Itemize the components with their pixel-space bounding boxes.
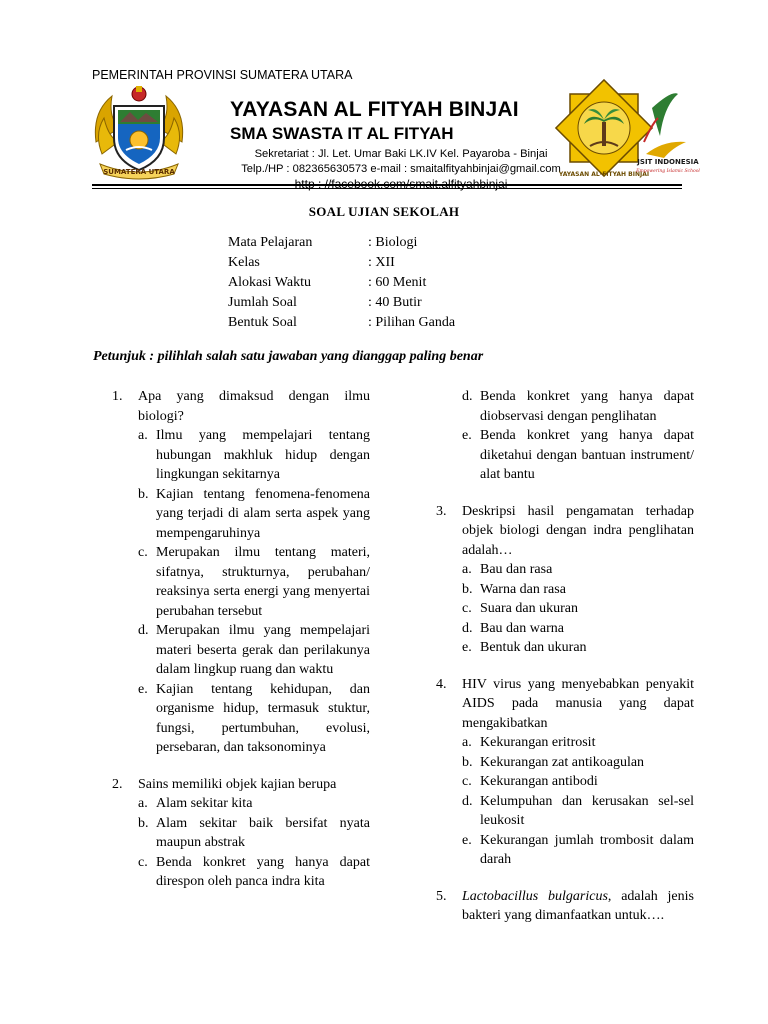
right-column <box>436 387 694 943</box>
option-text: Kekurangan eritrosit <box>480 735 596 750</box>
meta-key: Bentuk Soal <box>228 315 297 330</box>
option-letter: a. <box>138 796 148 811</box>
option-d <box>462 387 694 426</box>
option-text: Kajian tentang kehidupan, dan organisme hidup, termasuk stuktur, fungsi, pertumbuhan, evolusi, persebaran, dan taksonominya <box>156 681 370 755</box>
meta-value: : Pilihan Ganda <box>368 315 456 330</box>
question-text <box>462 887 694 926</box>
exam-meta-table <box>228 233 455 333</box>
option-a <box>462 733 694 753</box>
province-logo <box>90 84 188 180</box>
meta-key: Mata Pelajaran <box>228 235 313 250</box>
contact-line: Telp./HP : 082365630573 e-mail : smaitalfityahbinjai@gmail.com <box>241 163 561 175</box>
question-text: Deskripsi hasil pengamatan terhadap objek biologi dengan indra penglihatan adalah… <box>462 503 694 558</box>
option-text: Kekurangan jumlah trombosit dalam darah <box>480 832 694 867</box>
option-text: Bentuk dan ukuran <box>480 640 587 655</box>
meta-row-count <box>228 293 455 313</box>
option-e <box>462 831 694 870</box>
option-letter: d. <box>462 793 473 809</box>
meta-row-time <box>228 273 455 293</box>
option-letter: a. <box>462 562 472 577</box>
option-letter: c. <box>138 854 148 870</box>
option-text: Merupakan ilmu tentang materi, sifatnya, strukturnya, perubahan/ reaksinya serta energi yang menyertai perubahan tersebut <box>156 545 370 619</box>
species-name: Lactobacillus bulgaricus <box>462 888 608 904</box>
question-number: 5. <box>436 888 447 904</box>
meta-key: Jumlah Soal <box>228 295 297 310</box>
option-letter: d. <box>462 389 473 404</box>
option-text: Alam sekitar kita <box>156 796 253 811</box>
option-letter: e. <box>462 640 472 655</box>
option-text: Kekurangan antibodi <box>480 774 598 789</box>
province-logo-text: SUMATERA UTARA <box>103 168 175 176</box>
option-text: Ilmu yang mempelajari tentang hubungan makhluk hidup dengan lingkungan sekitarnya <box>156 428 370 482</box>
question-5 <box>436 887 694 926</box>
option-d <box>138 621 370 680</box>
meta-row-subject <box>228 233 455 253</box>
option-text: Kekurangan zat antikoagulan <box>480 754 645 770</box>
option-text: Benda konkret yang hanya dapat diobservasi dengan penglihatan <box>480 389 694 424</box>
option-b <box>138 485 370 544</box>
option-letter: c. <box>462 601 472 616</box>
option-text: Kelumpuhan dan kerusakan sel-sel leukosit <box>480 793 694 828</box>
option-letter: b. <box>138 486 149 502</box>
option-letter: b. <box>138 815 149 831</box>
foundation-logo-text: YAYASAN AL-FITYAH BINJAI <box>558 171 650 178</box>
option-c <box>462 599 694 619</box>
option-e <box>462 426 694 485</box>
header-divider <box>92 184 682 186</box>
option-text: Benda konkret yang hanya dapat diketahui dengan bantuan instrument/ alat bantu <box>480 428 694 482</box>
question-4 <box>436 675 694 870</box>
option-text: Alam sekitar baik bersifat nyata maupun abstrak <box>156 815 370 850</box>
question-2-continued <box>462 387 694 485</box>
province-header: PEMERINTAH PROVINSI SUMATERA UTARA <box>92 68 353 82</box>
meta-value: : 60 Menit <box>368 275 427 290</box>
left-column <box>112 387 370 909</box>
option-text: Kajian tentang fenomena-fenomena yang terjadi di alam serta aspek yang mempengaruhinya <box>156 486 370 541</box>
option-b <box>462 580 694 600</box>
question-2 <box>112 775 370 892</box>
option-text: Benda konkret yang hanya dapat direspon oleh panca indra kita <box>156 854 370 889</box>
address-line: Sekretariat : Jl. Let. Umar Baki LK.IV Kel. Payaroba - Binjai <box>254 148 548 160</box>
question-number: 1. <box>112 389 123 404</box>
option-letter: e. <box>462 832 472 848</box>
meta-key: Kelas <box>228 255 260 270</box>
school-name: SMA SWASTA IT AL FITYAH <box>230 124 454 143</box>
question-text: HIV virus yang menyebabkan penyakit AIDS pada manusia yang dapat mengakibatkan <box>462 676 694 731</box>
question-number: 4. <box>436 676 447 692</box>
jsit-brand-text: JSIT INDONESIA <box>637 158 699 166</box>
option-letter: b. <box>462 581 473 597</box>
option-letter: d. <box>138 623 149 638</box>
header-divider-thin <box>92 188 682 189</box>
option-letter: c. <box>138 545 148 560</box>
option-a <box>138 426 370 485</box>
meta-value: : 40 Butir <box>368 295 422 310</box>
question-text: Apa yang dimaksud dengan ilmu biologi? <box>138 389 370 424</box>
question-text-rest: , adalah jenis bakteri yang dimanfaatkan untuk…. <box>462 888 694 923</box>
question-text: Sains memiliki objek kajian berupa <box>138 776 337 792</box>
option-letter: a. <box>138 428 148 443</box>
option-b <box>462 753 694 773</box>
option-c <box>138 853 370 892</box>
option-letter: d. <box>462 620 473 636</box>
foundation-logo <box>558 84 700 180</box>
option-a <box>138 794 370 814</box>
jsit-tagline-text: Empowering Islamic School <box>636 169 700 174</box>
question-number: 2. <box>112 776 123 792</box>
option-b <box>138 814 370 853</box>
question-number: 3. <box>436 503 447 519</box>
meta-value: : XII <box>368 255 395 270</box>
option-letter: a. <box>462 735 472 750</box>
option-d <box>462 619 694 639</box>
option-letter: e. <box>138 681 148 697</box>
option-text: Bau dan warna <box>480 620 564 636</box>
option-d <box>462 792 694 831</box>
meta-value: : Biologi <box>368 235 418 250</box>
option-c <box>138 543 370 621</box>
option-text: Warna dan rasa <box>480 581 566 597</box>
option-e <box>462 638 694 658</box>
question-1 <box>112 387 370 758</box>
exam-instruction: Petunjuk : pilihlah salah satu jawaban yang dianggap paling benar <box>93 349 484 364</box>
meta-row-format <box>228 313 455 333</box>
option-letter: b. <box>462 754 473 770</box>
option-letter: e. <box>462 428 472 443</box>
option-text: Suara dan ukuran <box>480 601 578 616</box>
option-letter: c. <box>462 774 472 789</box>
foundation-name: YAYASAN AL FITYAH BINJAI <box>230 98 519 121</box>
option-text: Bau dan rasa <box>480 562 553 577</box>
question-3 <box>436 502 694 658</box>
option-c <box>462 772 694 792</box>
option-a <box>462 560 694 580</box>
meta-row-class <box>228 253 455 273</box>
exam-title: SOAL UJIAN SEKOLAH <box>308 204 460 219</box>
option-e <box>138 680 370 758</box>
option-text: Merupakan ilmu yang mempelajari materi beserta gerak dan perilakunya dalam lingkup ruang dan waktu <box>156 623 370 677</box>
meta-key: Alokasi Waktu <box>228 275 311 290</box>
